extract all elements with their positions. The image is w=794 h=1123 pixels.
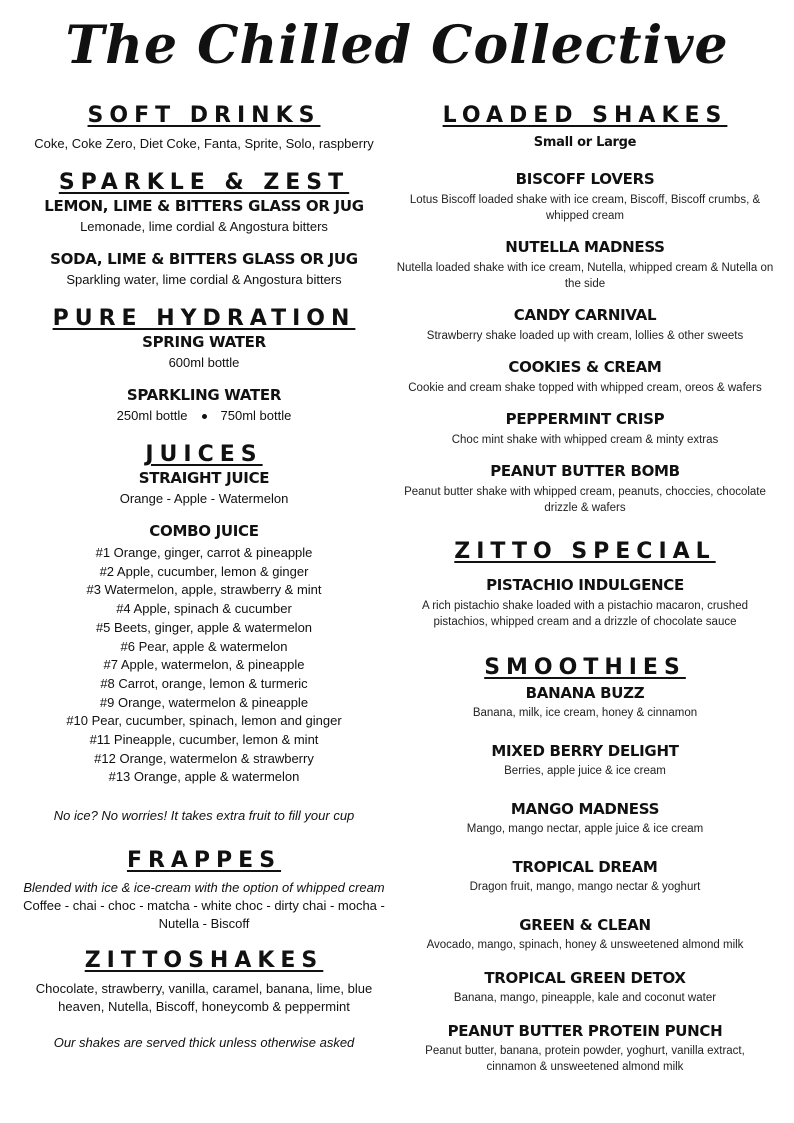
shake-name: PEANUT BUTTER BOMB	[490, 462, 680, 480]
shake-desc: Nutella loaded shake with ice cream, Nutella, whipped cream & Nutella on the side	[396, 262, 774, 290]
sparkling-option-750: 750ml bottle	[220, 408, 292, 423]
shake-desc: Choc mint shake with whipped cream & minty extras	[451, 434, 719, 446]
shake-name: NUTELLA MADNESS	[505, 238, 665, 256]
special-name: PISTACHIO INDULGENCE	[486, 576, 684, 594]
smoothie-desc: Berries, apple juice & ice cream	[504, 765, 666, 777]
sparkle-item-name: SODA, LIME & BITTERS GLASS OR JUG	[50, 250, 358, 268]
spring-water-name: SPRING WATER	[142, 333, 266, 351]
combo-juice-name: COMBO JUICE	[149, 522, 259, 540]
list-item: #4 Apple, spinach & cucumber	[116, 601, 292, 617]
smoothies-heading: SMOOTHIES	[484, 655, 686, 680]
shake-name: PEPPERMINT CRISP	[505, 410, 665, 428]
list-item: #13 Orange, apple & watermelon	[108, 769, 300, 785]
smoothie-name: BANANA BUZZ	[525, 684, 645, 702]
shake-name: CANDY CARNIVAL	[513, 306, 657, 324]
sparkle-heading: SPARKLE & ZEST	[58, 170, 350, 195]
smoothie-name: TROPICAL DREAM	[512, 858, 658, 876]
list-item: #11 Pineapple, cucumber, lemon & mint	[89, 732, 319, 748]
frappes-intro: Blended with ice & ice-cream with the option of whipped cream	[23, 880, 385, 896]
list-item: #10 Pear, cucumber, spinach, lemon and ginger	[66, 713, 342, 729]
bullet-dot	[202, 414, 207, 419]
shake-desc: Cookie and cream shake topped with whipped cream, oreos & wafers	[408, 382, 762, 394]
smoothie-desc: Banana, mango, pineapple, kale and coconut water	[453, 992, 717, 1004]
combo-juice-list	[18, 544, 390, 787]
smoothie-desc: Dragon fruit, mango, mango nectar & yoghurt	[469, 881, 701, 893]
size-note: Small or Large	[533, 135, 637, 150]
loaded-shakes-heading: LOADED SHAKES	[442, 103, 728, 128]
list-item: #6 Pear, apple & watermelon	[120, 638, 288, 654]
shake-name: COOKIES & CREAM	[508, 358, 662, 376]
shakes-note: Our shakes are served thick unless otherwise asked	[53, 1035, 355, 1051]
sparkling-option-250: 250ml bottle	[116, 408, 188, 423]
zittoshakes-flavours: Chocolate, strawberry, vanilla, caramel, banana, lime, blue heaven, Nutella, Biscoff, honeycomb & peppermint	[35, 981, 373, 1015]
smoothie-name: TROPICAL GREEN DETOX	[484, 969, 686, 987]
juice-note: No ice? No worries! It takes extra fruit to fill your cup	[53, 808, 355, 824]
right-column	[392, 100, 778, 1075]
straight-juice-desc: Orange - Apple - Watermelon	[119, 491, 289, 506]
smoothie-name: GREEN & CLEAN	[519, 916, 651, 934]
menu-title: The Chilled Collective	[65, 15, 729, 76]
sparkle-item-desc: Sparkling water, lime cordial & Angostura bitters	[66, 272, 342, 287]
special-desc: A rich pistachio shake loaded with a pistachio macaron, crushed pistachios, whipped cream and a drizzle of chocolate sauce	[421, 600, 748, 628]
smoothie-desc: Banana, milk, ice cream, honey & cinnamon	[472, 707, 698, 719]
frappes-heading: FRAPPES	[126, 848, 282, 874]
list-item: #9 Orange, watermelon & pineapple	[99, 694, 309, 710]
frappes-flavours: Coffee - chai - choc - matcha - white choc - dirty chai - mocha - Nutella - Biscoff	[23, 898, 385, 932]
list-item: #7 Apple, watermelon, & pineapple	[103, 657, 305, 673]
smoothie-desc: Avocado, mango, spinach, honey & unsweetened almond milk	[426, 939, 744, 951]
smoothie-name: PEANUT BUTTER PROTEIN PUNCH	[447, 1022, 723, 1040]
soft-drinks-list: Coke, Coke Zero, Diet Coke, Fanta, Sprite, Solo, raspberry	[34, 136, 374, 151]
sparkling-water-options	[18, 407, 390, 425]
spring-water-desc: 600ml bottle	[168, 355, 240, 370]
list-item: #2 Apple, cucumber, lemon & ginger	[99, 563, 309, 579]
smoothie-desc: Peanut butter, banana, protein powder, yoghurt, vanilla extract, cinnamon & unsweetened almond milk	[425, 1045, 745, 1073]
smoothie-desc: Mango, mango nectar, apple juice & ice cream	[466, 823, 704, 835]
sparkle-item-desc: Lemonade, lime cordial & Angostura bitters	[80, 219, 328, 234]
hydration-heading: PURE HYDRATION	[52, 306, 356, 331]
list-item: #12 Orange, watermelon & strawberry	[94, 750, 314, 766]
zitto-special-heading: ZITTO SPECIAL	[454, 539, 716, 564]
zittoshakes-heading: ZITTOSHAKES	[84, 948, 324, 974]
list-item: #1 Orange, ginger, carrot & pineapple	[95, 545, 313, 560]
list-item: #8 Carrot, orange, lemon & turmeric	[100, 675, 308, 691]
smoothie-name: MANGO MADNESS	[510, 800, 660, 818]
shake-name: BISCOFF LOVERS	[515, 170, 655, 188]
sparkling-water-name: SPARKLING WATER	[126, 386, 282, 404]
shake-desc: Peanut butter shake with whipped cream, peanuts, choccies, chocolate drizzle & wafers	[404, 486, 766, 514]
sparkle-item-name: LEMON, LIME & BITTERS GLASS OR JUG	[44, 197, 364, 215]
smoothie-name: MIXED BERRY DELIGHT	[491, 742, 679, 760]
shake-desc: Strawberry shake loaded up with cream, lollies & other sweets	[426, 330, 744, 342]
left-column	[18, 100, 390, 1052]
soft-drinks-heading: SOFT DRINKS	[87, 103, 321, 128]
list-item: #5 Beets, ginger, apple & watermelon	[95, 619, 313, 635]
list-item: #3 Watermelon, apple, strawberry & mint	[86, 582, 322, 598]
straight-juice-name: STRAIGHT JUICE	[138, 469, 270, 487]
shake-desc: Lotus Biscoff loaded shake with ice cream, Biscoff, Biscoff crumbs, & whipped cream	[409, 194, 761, 222]
juices-heading: JUICES	[145, 442, 263, 467]
